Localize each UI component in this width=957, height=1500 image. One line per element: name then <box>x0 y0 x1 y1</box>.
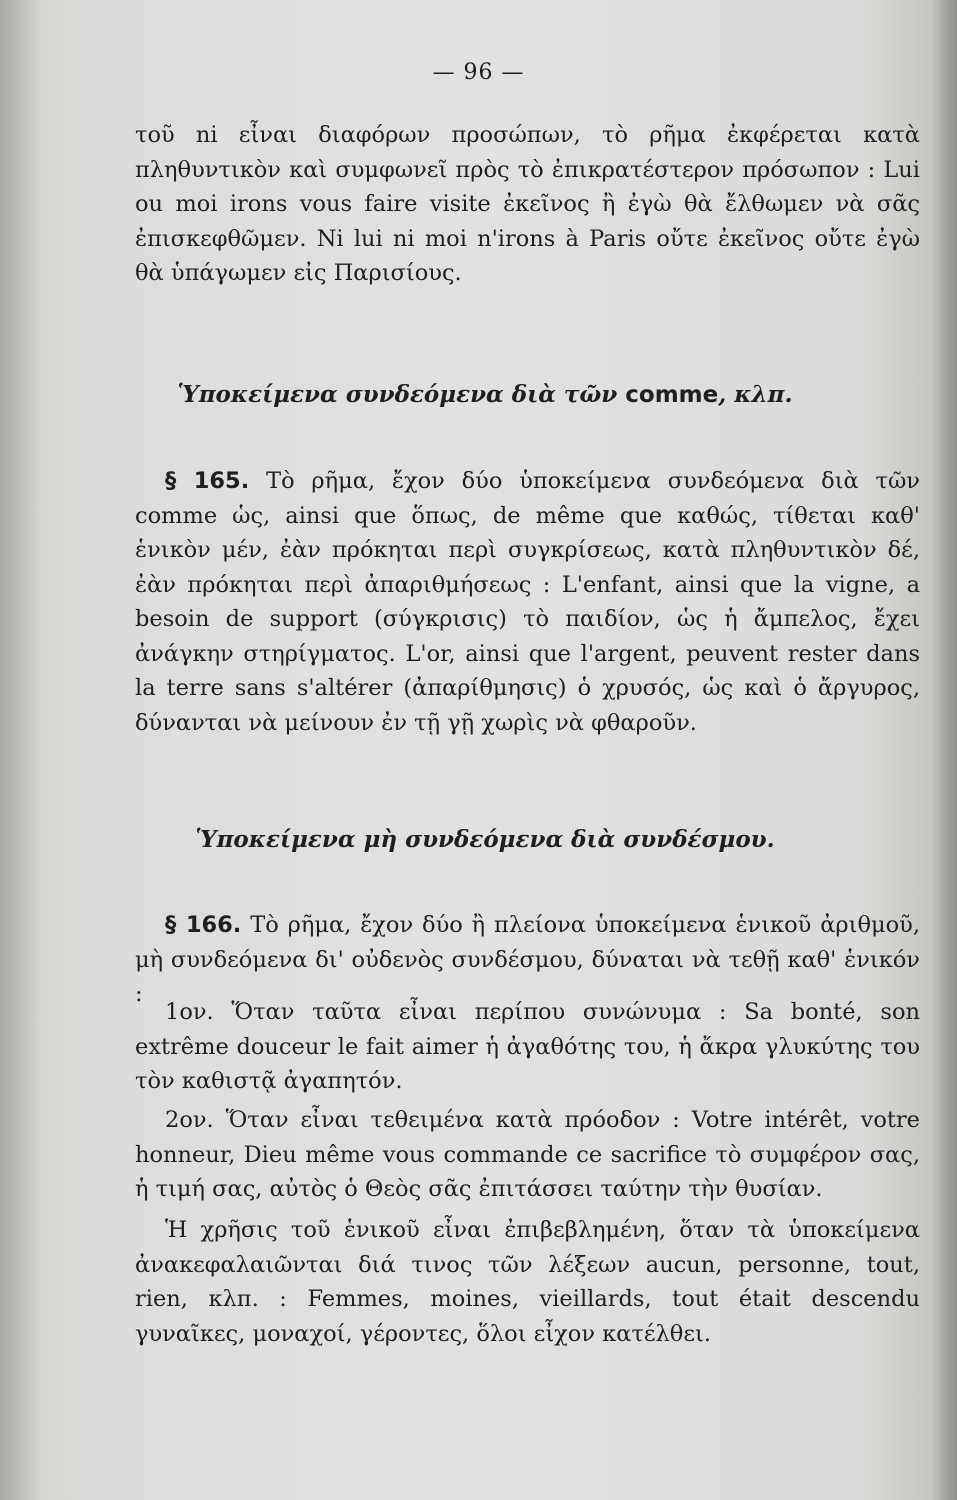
paragraph-singular-usage: Ἡ χρῆσις τοῦ ἑνικοῦ εἶναι ἐπιβεβλημένη, ὅταν τὰ ὑποκείμενα ἀνακεφαλαιῶνται διά τινος τῶν λέξεων aucun, personne, tout, rien, κλπ. : Femmes, moines, vieillards, tout était descendu γυναῖκες, μοναχοί, γέροντες, ὅλοι εἶχον κατέλθει. <box>135 1217 920 1347</box>
page-edge-shadow <box>931 0 957 1500</box>
paragraph-text: Τὸ ρῆμα, ἔχον δύο ἢ πλείονα ὑποκείμενα ἑνικοῦ ἀριθμοῦ, μὴ συνδεόμενα δι' οὐδενὸς συνδέσμου, δύναται νὰ τεθῇ καθ' ἑνικόν : <box>135 912 920 1007</box>
paragraph-text: Τὸ ρῆμα, ἔχον δύο ὑποκείμενα συνδεόμενα διὰ τῶν comme ὡς, ainsi que ὅπως, de même que καθώς, τίθεται καθ' ἑνικὸν μέν, ἐὰν πρόκηται περὶ συγκρίσεως, κατὰ πληθυντικὸν δέ, ἐὰν πρόκηται περὶ ἀπαριθμήσεως : L'enfant, ainsi que la vigne, a besoin de support (σύγκρισις) τὸ παιδίον, ὡς ἡ ἄμπελος, ἔχει ἀνάγκην στηρίγματος. L'or, ainsi que l'argent, peuvent rester dans la terre sans s'altérer (ἀπαρίθμησις) ὁ χρυσός, ὡς καὶ ὁ ἄργυρος, δύνανται νὰ μείνουν ἐν τῇ γῇ χωρὶς νὰ φθαροῦν. <box>135 468 920 736</box>
paragraph-continuation: τοῦ ni εἶναι διαφόρων προσώπων, τὸ ρῆμα ἐκφέρεται κατὰ πληθυντικὸν καὶ συμφωνεῖ πρὸς τὸ ἐπικρατέστερον πρόσωπον : Lui ou moi irons vous faire visite ἐκεῖνος ἢ ἐγὼ θὰ ἔλθωμεν νὰ σᾶς ἐπισκεφθῶμεν. Ni lui ni moi n'irons à Paris οὔτε ἐκεῖνος οὔτε ἐγὼ θὰ ὑπάγωμεν εἰς Παρισίους. <box>135 122 920 286</box>
section-number: § 166. <box>165 912 242 938</box>
section-heading-comme <box>135 378 835 413</box>
page-number: — 96 — <box>432 60 525 85</box>
heading-text: Ὑποκείμενα συνδεόμενα διὰ τῶν <box>177 381 626 408</box>
gutter-shadow <box>0 0 40 1500</box>
section-heading-asyndeton: Ὑποκείμενα μὴ συνδεόμενα διὰ συνδέσμου. <box>195 826 775 853</box>
heading-suffix: , κλπ. <box>718 381 793 408</box>
section-number: § 165. <box>165 468 250 494</box>
paragraph-rule-2: 2ον. Ὅταν εἶναι τεθειμένα κατὰ πρόοδον : Votre intérêt, votre honneur, Dieu même vous commande ce sacrifice τὸ συμφέρον σας, ἡ τιμή σας, αὐτὸς ὁ Θεὸς σᾶς ἐπιτάσσει ταύτην τὴν θυσίαν. <box>135 1107 920 1202</box>
paragraph-rule-1: 1ον. Ὅταν ταῦτα εἶναι περίπου συνώνυμα : Sa bonté, son extrême douceur le fait aimer ἡ ἀγαθότης του, ἡ ἄκρα γλυκύτης του τὸν καθιστᾷ ἀγαπητόν. <box>135 999 920 1094</box>
heading-keyword: comme <box>625 382 719 408</box>
paragraph-165 <box>135 464 920 740</box>
